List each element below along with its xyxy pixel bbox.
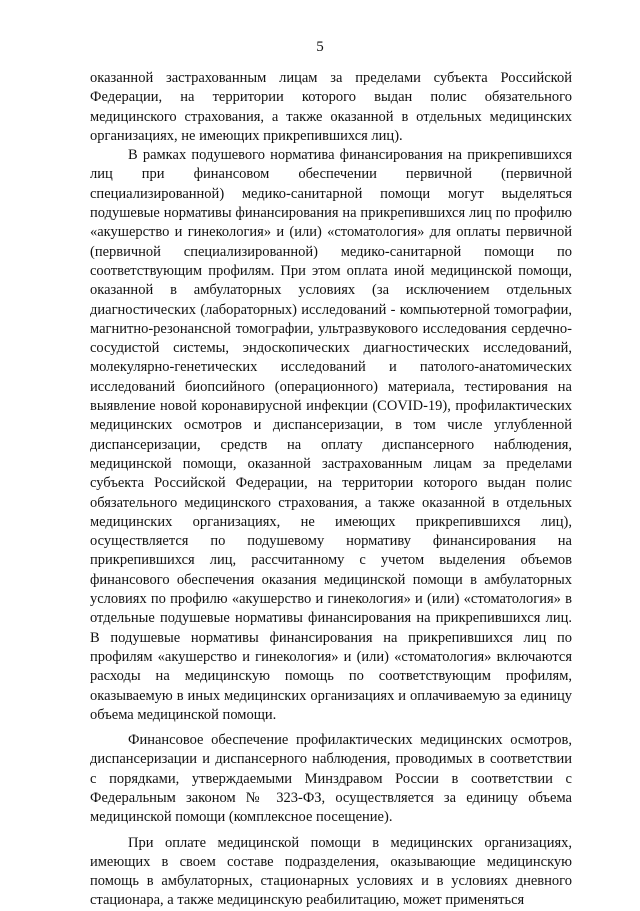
paragraph-payment-method: При оплате медицинской помощи в медицинских организациях, имеющих в своем составе подразделения, оказывающие медицинскую помощь в амбулаторных, стационарных условиях и в условиях дневного стационара, а также медицинскую реабилитацию, может применяться	[90, 834, 572, 909]
paragraph-continuation: оказанной застрахованным лицам за пределами субъекта Российской Федерации, на территории которого выдан полис обязательного медицинского страхования, а также оказанной в отдельных медицинских организациях, не имеющих прикрепившихся лиц).	[90, 70, 572, 144]
document-body	[90, 69, 572, 911]
page-number: 5	[316, 39, 324, 55]
paragraph-preventive-exams-funding: Финансовое обеспечение профилактических медицинских осмотров, диспансеризации и диспансерного наблюдения, проводимых в соответствии с порядками, утверждаемыми Минздравом России в соответствии с Федеральным законом № 323-ФЗ, осуществляется за единицу объема медицинской помощи (комплексное посещение).	[90, 732, 572, 826]
paragraph-per-capita-standard: В рамках подушевого норматива финансирования на прикрепившихся лиц при финансовом обеспечении первичной (первичной специализированной) медико-санитарной помощи могут выделяться подушевые нормативы финансирования на прикрепившихся лиц по профилю «акушерство и гинекология» и (или) «стоматология» для оплаты первичной (первичной специализированной) медико-санитарной помощи по соответствующим профилям. При этом оплата иной медицинской помощи, оказанной в амбулаторных условиях (за исключением отдельных диагностических (лабораторных) исследований - компьютерной томографии, магнитно-резонансной томографии, ультразвукового исследования сердечно-сосудистой системы, эндоскопических диагностических исследований, молекулярно-генетических исследований и патолого-анатомических исследований биопсийного (операционного) материала, тестирования на выявление новой коронавирусной инфекции (COVID-19), профилактических медицинских осмотров и диспансеризации, в том числе углубленной диспансеризации, средств на оплату диспансерного наблюдения, медицинской помощи, оказанной застрахованным лицам за пределами субъекта Российской Федерации, на территории которого выдан полис обязательного медицинского страхования, а также оказанной в отдельных медицинских организациях, не имеющих прикрепившихся лиц), осуществляется по подушевому нормативу финансирования на прикрепившихся лиц, рассчитанному с учетом выделения объемов финансового обеспечения оказания медицинской помощи в амбулаторных условиях по профилю «акушерство и гинекология» и (или) «стоматология» в отдельные подушевые нормативы финансирования на прикрепившихся лиц. В подушевые нормативы финансирования на прикрепившихся лиц по профилям «акушерство и гинекология» и (или) «стоматология» включаются расходы на медицинскую помощь по соответствующим профилям, оказываемую в иных медицинских организациях и оплачиваемую за единицу объема медицинской помощи.	[90, 147, 572, 723]
